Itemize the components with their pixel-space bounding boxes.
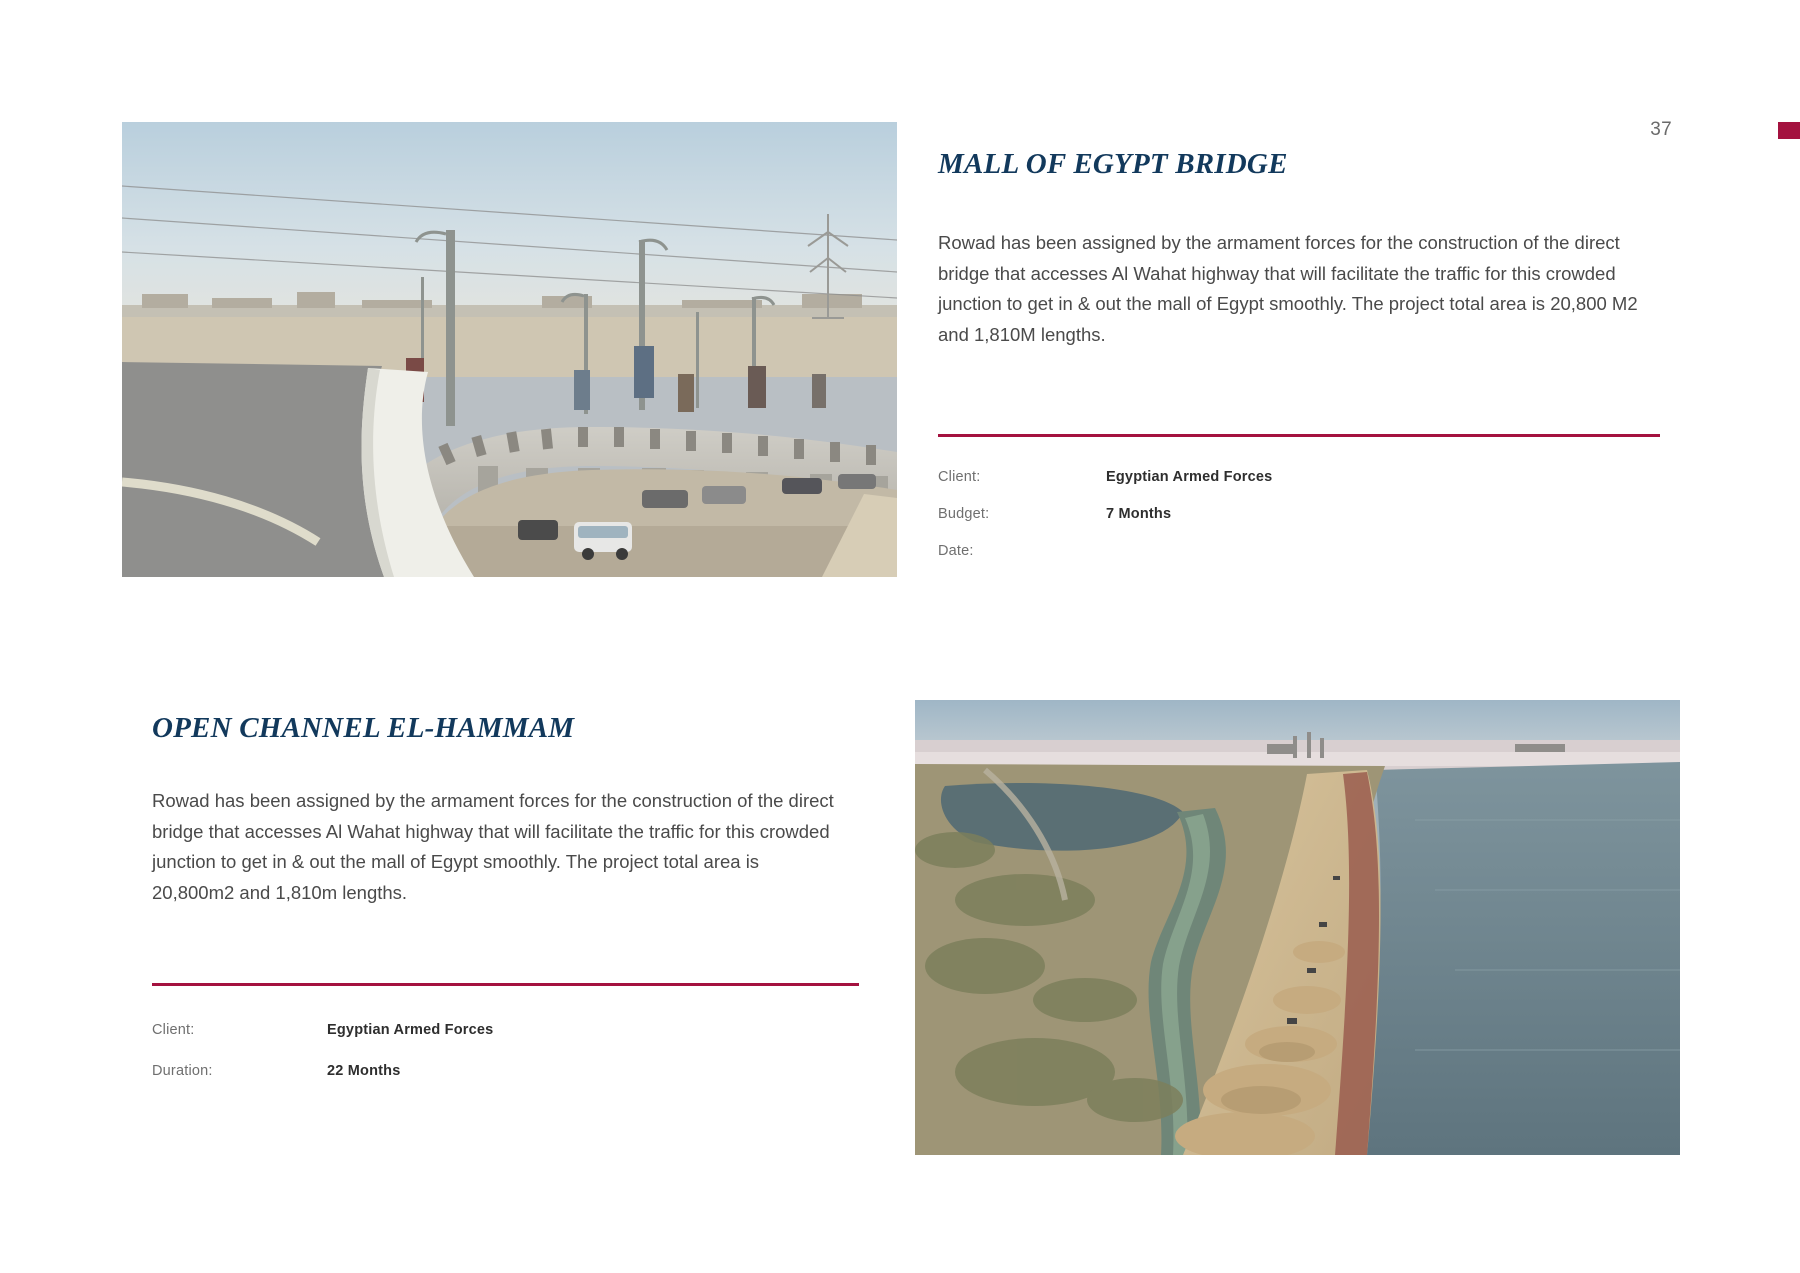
project-2-description: Rowad has been assigned by the armament forces for the construction of the direct bridge that accesses Al Wahat highway that will facilitate the traffic for this crowded junction to get in & out the mall of Egypt smoothly. The project total area is 20,800m2 and 1,810m lengths. <box>152 790 834 904</box>
meta-label-date: Date: <box>938 543 974 559</box>
meta-row <box>152 1022 859 1038</box>
meta-label-budget: Budget: <box>938 506 990 522</box>
project-1-meta <box>938 448 1660 559</box>
meta-label-duration: Duration: <box>152 1063 213 1079</box>
meta-value-duration: 22 Months <box>327 1063 401 1079</box>
project-2-title: OPEN CHANNEL EL-HAMMAM <box>152 712 575 744</box>
accent-mark <box>1778 122 1800 139</box>
meta-label-client: Client: <box>152 1022 195 1038</box>
project-1-text <box>938 148 1673 351</box>
meta-label-client: Client: <box>938 469 981 485</box>
bridge-photo-illustration <box>122 122 897 577</box>
meta-row <box>938 543 1660 559</box>
project-1-divider <box>938 434 1660 437</box>
project-2-divider <box>152 983 859 986</box>
meta-value-client: Egyptian Armed Forces <box>1106 469 1273 485</box>
meta-row <box>938 506 1660 522</box>
project-2-text <box>152 712 842 909</box>
meta-row <box>152 1063 859 1079</box>
project-1-description: Rowad has been assigned by the armament forces for the construction of the direct bridge that accesses Al Wahat highway that will facilitate the traffic for this crowded junction to get in & out the mall of Egypt smoothly. The project total area is 20,800 M2 and 1,810M lengths. <box>938 232 1638 346</box>
page-number: 37 <box>1650 119 1672 140</box>
meta-value-budget: 7 Months <box>1106 506 1172 522</box>
meta-value-client: Egyptian Armed Forces <box>327 1022 494 1038</box>
meta-row <box>938 469 1660 485</box>
project-photo-bridge <box>122 122 897 577</box>
project-photo-channel <box>915 700 1680 1155</box>
project-2-meta <box>152 997 859 1079</box>
channel-photo-illustration <box>915 700 1680 1155</box>
project-1-title: MALL OF EGYPT BRIDGE <box>938 148 1288 180</box>
